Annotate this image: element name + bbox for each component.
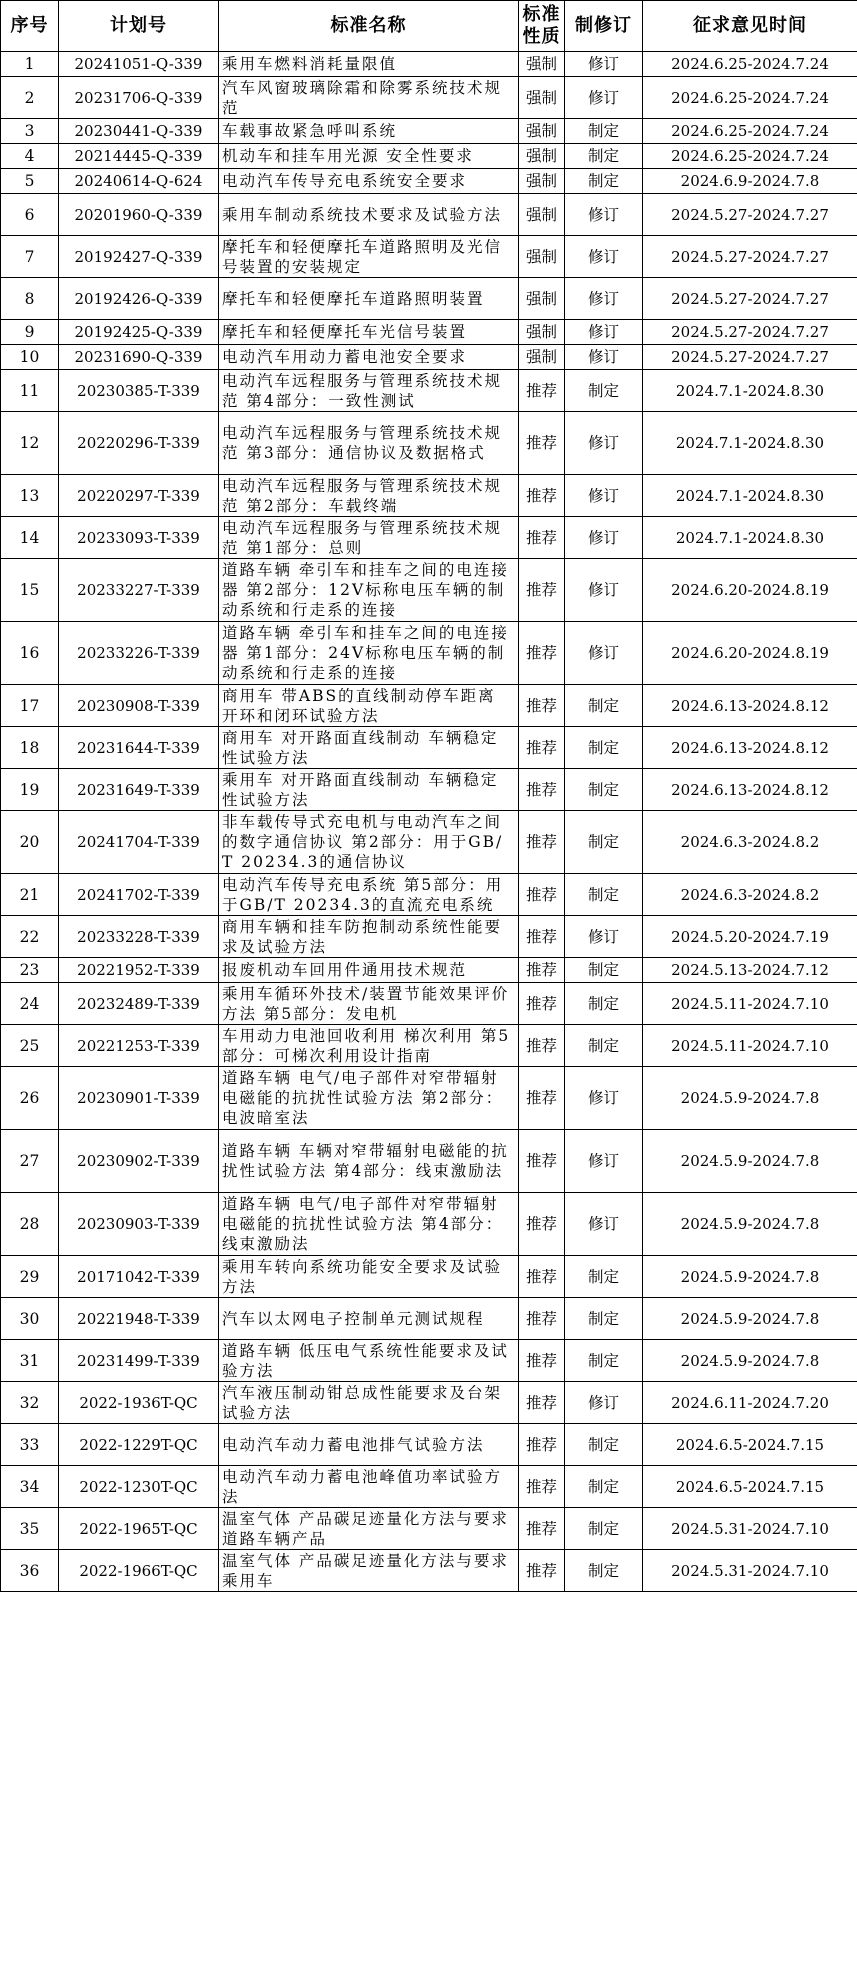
cell-revision: 制定 [565, 370, 643, 412]
table-row [1, 52, 857, 77]
cell-seq: 30 [1, 1298, 59, 1340]
cell-comment-period: 2024.6.20-2024.8.19 [643, 622, 857, 685]
cell-standard-name: 机动车和挂车用光源 安全性要求 [219, 144, 519, 169]
cell-standard-name: 电动汽车动力蓄电池排气试验方法 [219, 1424, 519, 1466]
cell-plan-number: 20221253-T-339 [59, 1025, 219, 1067]
cell-plan-number: 20220296-T-339 [59, 412, 219, 475]
cell-comment-period: 2024.7.1-2024.8.30 [643, 412, 857, 475]
cell-nature: 推荐 [519, 1424, 565, 1466]
cell-standard-name: 乘用车循环外技术/装置节能效果评价方法 第5部分：发电机 [219, 983, 519, 1025]
cell-standard-name: 汽车液压制动钳总成性能要求及台架试验方法 [219, 1382, 519, 1424]
cell-seq: 4 [1, 144, 59, 169]
cell-standard-name: 车用动力电池回收利用 梯次利用 第5部分：可梯次利用设计指南 [219, 1025, 519, 1067]
cell-seq: 21 [1, 874, 59, 916]
cell-seq: 29 [1, 1256, 59, 1298]
cell-revision: 制定 [565, 958, 643, 983]
table-row [1, 1193, 857, 1256]
cell-comment-period: 2024.6.25-2024.7.24 [643, 52, 857, 77]
cell-plan-number: 20192426-Q-339 [59, 278, 219, 320]
cell-nature: 强制 [519, 144, 565, 169]
cell-plan-number: 20233226-T-339 [59, 622, 219, 685]
cell-comment-period: 2024.5.11-2024.7.10 [643, 983, 857, 1025]
cell-comment-period: 2024.5.27-2024.7.27 [643, 278, 857, 320]
cell-nature: 强制 [519, 236, 565, 278]
cell-standard-name: 汽车以太网电子控制单元测试规程 [219, 1298, 519, 1340]
cell-revision: 制定 [565, 983, 643, 1025]
cell-standard-name: 道路车辆 车辆对窄带辐射电磁能的抗扰性试验方法 第4部分：线束激励法 [219, 1130, 519, 1193]
cell-seq: 32 [1, 1382, 59, 1424]
cell-revision: 修订 [565, 475, 643, 517]
cell-comment-period: 2024.6.13-2024.8.12 [643, 727, 857, 769]
cell-nature: 推荐 [519, 559, 565, 622]
table-row [1, 320, 857, 345]
cell-seq: 34 [1, 1466, 59, 1508]
cell-comment-period: 2024.6.25-2024.7.24 [643, 144, 857, 169]
cell-nature: 推荐 [519, 1550, 565, 1592]
cell-nature: 推荐 [519, 958, 565, 983]
table-row [1, 412, 857, 475]
table-row [1, 622, 857, 685]
cell-seq: 10 [1, 345, 59, 370]
cell-standard-name: 电动汽车远程服务与管理系统技术规范 第3部分：通信协议及数据格式 [219, 412, 519, 475]
cell-comment-period: 2024.5.31-2024.7.10 [643, 1550, 857, 1592]
cell-nature: 推荐 [519, 1193, 565, 1256]
cell-nature: 强制 [519, 278, 565, 320]
cell-plan-number: 20230902-T-339 [59, 1130, 219, 1193]
cell-standard-name: 摩托车和轻便摩托车道路照明及光信号装置的安装规定 [219, 236, 519, 278]
cell-comment-period: 2024.6.11-2024.7.20 [643, 1382, 857, 1424]
cell-standard-name: 电动汽车远程服务与管理系统技术规范 第4部分：一致性测试 [219, 370, 519, 412]
cell-revision: 制定 [565, 769, 643, 811]
cell-revision: 修订 [565, 1382, 643, 1424]
cell-seq: 3 [1, 119, 59, 144]
cell-seq: 2 [1, 77, 59, 119]
table-row [1, 1508, 857, 1550]
cell-plan-number: 20221948-T-339 [59, 1298, 219, 1340]
header-revision: 制修订 [565, 1, 643, 52]
cell-nature: 推荐 [519, 874, 565, 916]
cell-seq: 7 [1, 236, 59, 278]
cell-seq: 19 [1, 769, 59, 811]
header-nature: 标准性质 [519, 1, 565, 52]
cell-revision: 制定 [565, 727, 643, 769]
cell-nature: 推荐 [519, 370, 565, 412]
table-row [1, 475, 857, 517]
cell-plan-number: 2022-1936T-QC [59, 1382, 219, 1424]
cell-comment-period: 2024.6.3-2024.8.2 [643, 874, 857, 916]
table-row [1, 169, 857, 194]
cell-standard-name: 摩托车和轻便摩托车光信号装置 [219, 320, 519, 345]
cell-revision: 制定 [565, 1025, 643, 1067]
cell-revision: 修订 [565, 236, 643, 278]
cell-standard-name: 商用车辆和挂车防抱制动系统性能要求及试验方法 [219, 916, 519, 958]
cell-nature: 强制 [519, 77, 565, 119]
cell-comment-period: 2024.6.13-2024.8.12 [643, 685, 857, 727]
table-row [1, 811, 857, 874]
table-row [1, 278, 857, 320]
cell-plan-number: 20241702-T-339 [59, 874, 219, 916]
cell-comment-period: 2024.5.13-2024.7.12 [643, 958, 857, 983]
cell-comment-period: 2024.7.1-2024.8.30 [643, 370, 857, 412]
cell-seq: 27 [1, 1130, 59, 1193]
cell-revision: 修订 [565, 345, 643, 370]
cell-standard-name: 电动汽车传导充电系统安全要求 [219, 169, 519, 194]
table-row [1, 517, 857, 559]
cell-nature: 推荐 [519, 1256, 565, 1298]
cell-revision: 制定 [565, 169, 643, 194]
cell-standard-name: 道路车辆 低压电气系统性能要求及试验方法 [219, 1340, 519, 1382]
cell-comment-period: 2024.6.20-2024.8.19 [643, 559, 857, 622]
cell-plan-number: 20214445-Q-339 [59, 144, 219, 169]
cell-nature: 推荐 [519, 622, 565, 685]
cell-revision: 修订 [565, 194, 643, 236]
cell-nature: 推荐 [519, 1130, 565, 1193]
cell-revision: 修订 [565, 517, 643, 559]
cell-nature: 推荐 [519, 685, 565, 727]
cell-plan-number: 2022-1965T-QC [59, 1508, 219, 1550]
table-row [1, 1130, 857, 1193]
cell-plan-number: 20241051-Q-339 [59, 52, 219, 77]
cell-seq: 11 [1, 370, 59, 412]
cell-revision: 修订 [565, 559, 643, 622]
header-period: 征求意见时间 [643, 1, 857, 52]
cell-comment-period: 2024.5.9-2024.7.8 [643, 1193, 857, 1256]
cell-revision: 修订 [565, 77, 643, 119]
cell-revision: 制定 [565, 1256, 643, 1298]
cell-standard-name: 乘用车制动系统技术要求及试验方法 [219, 194, 519, 236]
cell-plan-number: 20240614-Q-624 [59, 169, 219, 194]
table-row [1, 1298, 857, 1340]
table-row [1, 685, 857, 727]
table-row [1, 1340, 857, 1382]
cell-revision: 修订 [565, 278, 643, 320]
cell-nature: 推荐 [519, 769, 565, 811]
cell-seq: 28 [1, 1193, 59, 1256]
table-row [1, 1382, 857, 1424]
cell-standard-name: 电动汽车远程服务与管理系统技术规范 第2部分：车载终端 [219, 475, 519, 517]
cell-plan-number: 20230385-T-339 [59, 370, 219, 412]
cell-plan-number: 20230901-T-339 [59, 1067, 219, 1130]
cell-seq: 25 [1, 1025, 59, 1067]
table-row [1, 769, 857, 811]
cell-comment-period: 2024.6.25-2024.7.24 [643, 77, 857, 119]
cell-revision: 制定 [565, 1298, 643, 1340]
cell-nature: 推荐 [519, 1025, 565, 1067]
table-row [1, 119, 857, 144]
cell-plan-number: 20231499-T-339 [59, 1340, 219, 1382]
cell-nature: 推荐 [519, 1298, 565, 1340]
cell-seq: 8 [1, 278, 59, 320]
table-row [1, 77, 857, 119]
header-seq: 序号 [1, 1, 59, 52]
header-plan: 计划号 [59, 1, 219, 52]
table-row [1, 559, 857, 622]
header-row [1, 1, 857, 52]
cell-revision: 制定 [565, 874, 643, 916]
cell-standard-name: 温室气体 产品碳足迹量化方法与要求 乘用车 [219, 1550, 519, 1592]
cell-plan-number: 20231690-Q-339 [59, 345, 219, 370]
table-row [1, 1466, 857, 1508]
cell-revision: 修订 [565, 1130, 643, 1193]
cell-comment-period: 2024.5.27-2024.7.27 [643, 345, 857, 370]
cell-revision: 制定 [565, 1340, 643, 1382]
cell-standard-name: 非车载传导式充电机与电动汽车之间的数字通信协议 第2部分：用于GB/T 20234.3的通信协议 [219, 811, 519, 874]
cell-standard-name: 道路车辆 电气/电子部件对窄带辐射电磁能的抗扰性试验方法 第4部分：线束激励法 [219, 1193, 519, 1256]
cell-seq: 31 [1, 1340, 59, 1382]
cell-nature: 推荐 [519, 727, 565, 769]
cell-revision: 制定 [565, 144, 643, 169]
cell-nature: 强制 [519, 345, 565, 370]
cell-nature: 强制 [519, 320, 565, 345]
cell-standard-name: 乘用车 对开路面直线制动 车辆稳定性试验方法 [219, 769, 519, 811]
cell-seq: 5 [1, 169, 59, 194]
cell-plan-number: 20233093-T-339 [59, 517, 219, 559]
cell-seq: 12 [1, 412, 59, 475]
cell-nature: 推荐 [519, 1340, 565, 1382]
cell-plan-number: 20241704-T-339 [59, 811, 219, 874]
cell-comment-period: 2024.6.5-2024.7.15 [643, 1466, 857, 1508]
cell-standard-name: 道路车辆 牵引车和挂车之间的电连接器 第2部分：12V标称电压车辆的制动系统和行走系的连接 [219, 559, 519, 622]
table-row [1, 370, 857, 412]
cell-comment-period: 2024.5.9-2024.7.8 [643, 1340, 857, 1382]
cell-nature: 强制 [519, 169, 565, 194]
cell-standard-name: 商用车 带ABS的直线制动停车距离 开环和闭环试验方法 [219, 685, 519, 727]
cell-comment-period: 2024.6.13-2024.8.12 [643, 769, 857, 811]
cell-seq: 36 [1, 1550, 59, 1592]
cell-nature: 推荐 [519, 1508, 565, 1550]
cell-comment-period: 2024.7.1-2024.8.30 [643, 475, 857, 517]
cell-seq: 22 [1, 916, 59, 958]
cell-revision: 修订 [565, 412, 643, 475]
cell-seq: 14 [1, 517, 59, 559]
cell-comment-period: 2024.6.3-2024.8.2 [643, 811, 857, 874]
cell-standard-name: 商用车 对开路面直线制动 车辆稳定性试验方法 [219, 727, 519, 769]
cell-nature: 推荐 [519, 1067, 565, 1130]
cell-standard-name: 电动汽车传导充电系统 第5部分：用于GB/T 20234.3的直流充电系统 [219, 874, 519, 916]
cell-nature: 推荐 [519, 1382, 565, 1424]
cell-standard-name: 电动汽车远程服务与管理系统技术规范 第1部分：总则 [219, 517, 519, 559]
cell-standard-name: 电动汽车动力蓄电池峰值功率试验方法 [219, 1466, 519, 1508]
cell-seq: 6 [1, 194, 59, 236]
cell-revision: 制定 [565, 119, 643, 144]
cell-comment-period: 2024.5.9-2024.7.8 [643, 1130, 857, 1193]
cell-seq: 16 [1, 622, 59, 685]
cell-comment-period: 2024.5.9-2024.7.8 [643, 1256, 857, 1298]
cell-standard-name: 道路车辆 牵引车和挂车之间的电连接器 第1部分：24V标称电压车辆的制动系统和行走系的连接 [219, 622, 519, 685]
cell-comment-period: 2024.6.9-2024.7.8 [643, 169, 857, 194]
cell-standard-name: 汽车风窗玻璃除霜和除雾系统技术规范 [219, 77, 519, 119]
cell-comment-period: 2024.6.25-2024.7.24 [643, 119, 857, 144]
cell-seq: 17 [1, 685, 59, 727]
cell-plan-number: 20231649-T-339 [59, 769, 219, 811]
cell-nature: 强制 [519, 194, 565, 236]
cell-seq: 23 [1, 958, 59, 983]
header-name: 标准名称 [219, 1, 519, 52]
cell-comment-period: 2024.5.9-2024.7.8 [643, 1298, 857, 1340]
cell-nature: 推荐 [519, 811, 565, 874]
cell-plan-number: 20233227-T-339 [59, 559, 219, 622]
cell-standard-name: 电动汽车用动力蓄电池安全要求 [219, 345, 519, 370]
table-row [1, 1256, 857, 1298]
cell-revision: 制定 [565, 811, 643, 874]
cell-plan-number: 20230441-Q-339 [59, 119, 219, 144]
cell-plan-number: 20231644-T-339 [59, 727, 219, 769]
cell-revision: 制定 [565, 1508, 643, 1550]
table-row [1, 958, 857, 983]
table-row [1, 345, 857, 370]
cell-comment-period: 2024.5.27-2024.7.27 [643, 194, 857, 236]
cell-plan-number: 20192427-Q-339 [59, 236, 219, 278]
cell-plan-number: 20171042-T-339 [59, 1256, 219, 1298]
cell-standard-name: 乘用车转向系统功能安全要求及试验方法 [219, 1256, 519, 1298]
cell-seq: 35 [1, 1508, 59, 1550]
table-row [1, 916, 857, 958]
cell-nature: 推荐 [519, 517, 565, 559]
table-row [1, 1067, 857, 1130]
cell-comment-period: 2024.5.20-2024.7.19 [643, 916, 857, 958]
cell-seq: 33 [1, 1424, 59, 1466]
cell-comment-period: 2024.5.27-2024.7.27 [643, 236, 857, 278]
cell-plan-number: 20233228-T-339 [59, 916, 219, 958]
cell-seq: 20 [1, 811, 59, 874]
cell-plan-number: 2022-1229T-QC [59, 1424, 219, 1466]
table-body [1, 52, 857, 1592]
cell-plan-number: 20231706-Q-339 [59, 77, 219, 119]
cell-revision: 制定 [565, 1550, 643, 1592]
cell-plan-number: 2022-1966T-QC [59, 1550, 219, 1592]
cell-nature: 强制 [519, 52, 565, 77]
cell-nature: 推荐 [519, 983, 565, 1025]
cell-plan-number: 2022-1230T-QC [59, 1466, 219, 1508]
cell-nature: 强制 [519, 119, 565, 144]
cell-seq: 15 [1, 559, 59, 622]
cell-nature: 推荐 [519, 916, 565, 958]
cell-nature: 推荐 [519, 1466, 565, 1508]
cell-standard-name: 温室气体 产品碳足迹量化方法与要求 道路车辆产品 [219, 1508, 519, 1550]
table-row [1, 874, 857, 916]
cell-revision: 制定 [565, 685, 643, 727]
cell-standard-name: 摩托车和轻便摩托车道路照明装置 [219, 278, 519, 320]
cell-plan-number: 20220297-T-339 [59, 475, 219, 517]
cell-plan-number: 20192425-Q-339 [59, 320, 219, 345]
cell-seq: 13 [1, 475, 59, 517]
cell-revision: 修订 [565, 1067, 643, 1130]
cell-standard-name: 道路车辆 电气/电子部件对窄带辐射电磁能的抗扰性试验方法 第2部分：电波暗室法 [219, 1067, 519, 1130]
cell-seq: 9 [1, 320, 59, 345]
cell-revision: 制定 [565, 1466, 643, 1508]
table-row [1, 194, 857, 236]
cell-nature: 推荐 [519, 412, 565, 475]
cell-seq: 26 [1, 1067, 59, 1130]
cell-comment-period: 2024.5.31-2024.7.10 [643, 1508, 857, 1550]
cell-nature: 推荐 [519, 475, 565, 517]
cell-seq: 18 [1, 727, 59, 769]
cell-revision: 修订 [565, 622, 643, 685]
cell-revision: 修订 [565, 320, 643, 345]
cell-plan-number: 20230908-T-339 [59, 685, 219, 727]
cell-comment-period: 2024.7.1-2024.8.30 [643, 517, 857, 559]
table-row [1, 1550, 857, 1592]
table-row [1, 1025, 857, 1067]
cell-comment-period: 2024.5.27-2024.7.27 [643, 320, 857, 345]
cell-seq: 1 [1, 52, 59, 77]
cell-standard-name: 报废机动车回用件通用技术规范 [219, 958, 519, 983]
table-row [1, 236, 857, 278]
cell-seq: 24 [1, 983, 59, 1025]
cell-plan-number: 20201960-Q-339 [59, 194, 219, 236]
table-row [1, 727, 857, 769]
cell-plan-number: 20221952-T-339 [59, 958, 219, 983]
cell-revision: 修订 [565, 916, 643, 958]
cell-comment-period: 2024.5.9-2024.7.8 [643, 1067, 857, 1130]
cell-standard-name: 车载事故紧急呼叫系统 [219, 119, 519, 144]
cell-comment-period: 2024.5.11-2024.7.10 [643, 1025, 857, 1067]
cell-plan-number: 20232489-T-339 [59, 983, 219, 1025]
cell-revision: 制定 [565, 1424, 643, 1466]
table-row [1, 983, 857, 1025]
cell-revision: 修订 [565, 52, 643, 77]
table-row [1, 1424, 857, 1466]
table-row [1, 144, 857, 169]
cell-plan-number: 20230903-T-339 [59, 1193, 219, 1256]
cell-standard-name: 乘用车燃料消耗量限值 [219, 52, 519, 77]
cell-revision: 修订 [565, 1193, 643, 1256]
cell-comment-period: 2024.6.5-2024.7.15 [643, 1424, 857, 1466]
